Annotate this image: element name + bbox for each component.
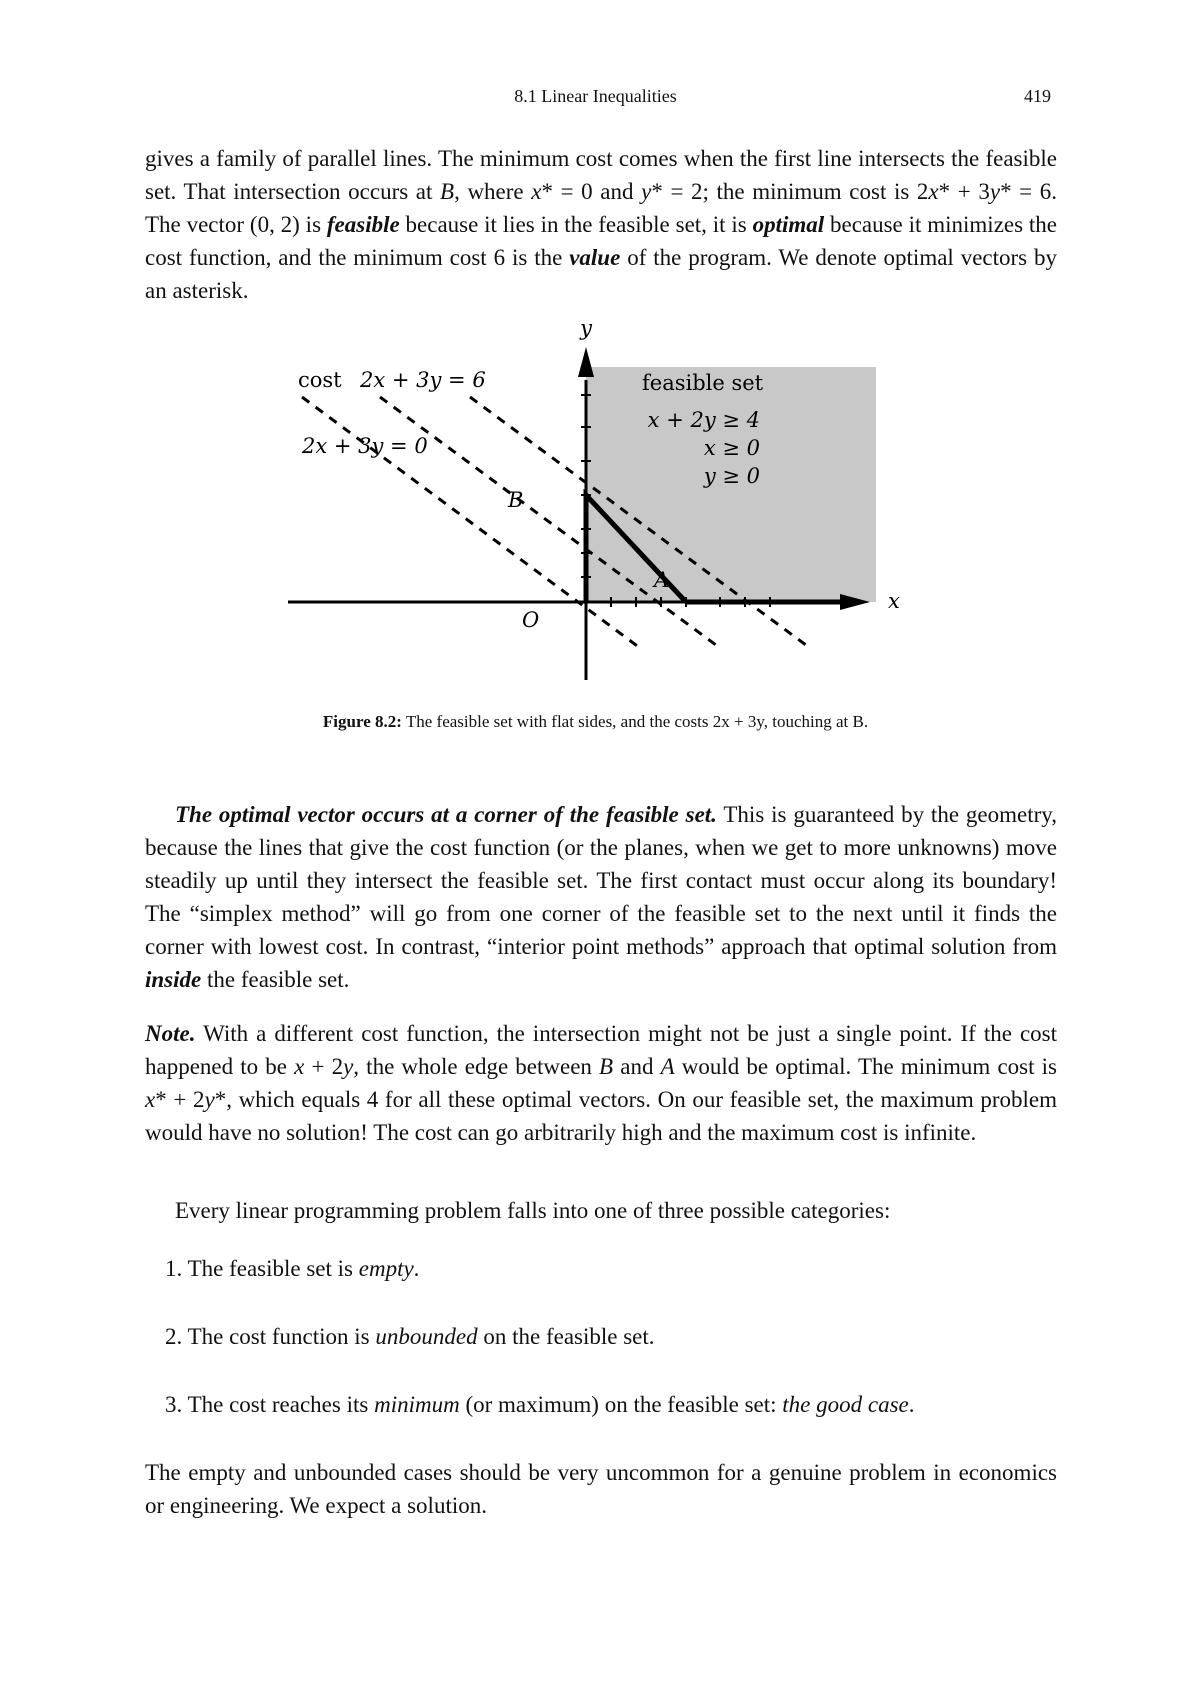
page-number: 419 <box>1024 86 1051 106</box>
paragraph-4: Every linear programming problem falls into one of three possible categories: <box>175 1198 891 1223</box>
constraint-3: y ≥ 0 <box>703 464 760 488</box>
cost-label: cost <box>298 368 342 392</box>
feasible-set-label: feasible set <box>642 371 764 395</box>
figure-svg <box>290 316 910 685</box>
list-item-3: 3. The cost reaches its minimum (or maximum) on the feasible set: the good case. <box>165 1392 915 1417</box>
origin-label: O <box>522 608 540 632</box>
constraint-2: x ≥ 0 <box>703 436 760 460</box>
paragraph-1: gives a family of parallel lines. The minimum cost comes when the first line intersects the feasible set. That intersection occurs at B, where x* = 0 and y* = 2; the minimum cost is 2x* + 3y* = 6. The vector (0, 2) is feasible because it lies in the feasible set, it is optimal because it minimizes the cost function, and the minimum cost 6 is the value of the program. We denote optimal vectors by an asterisk. <box>145 146 1058 303</box>
caption-text: The feasible set with flat sides, and the costs 2x + 3y, touching at B. <box>401 712 869 731</box>
point-b-label: B <box>508 488 524 512</box>
x-axis-label: x <box>888 589 900 613</box>
cost-line-6-label: 2x + 3y = 6 <box>360 368 486 392</box>
list-item-1: 1. The feasible set is empty. <box>165 1256 420 1281</box>
figure-feasible-set <box>290 316 910 685</box>
running-header: 8.1 Linear Inequalities <box>514 86 677 106</box>
y-axis-arrow <box>578 347 594 377</box>
y-axis-label: y <box>580 316 592 340</box>
list-item-2: 2. The cost function is unbounded on the feasible set. <box>165 1324 655 1349</box>
figure-caption <box>0 712 1191 732</box>
paragraph-3: Note. With a different cost function, the intersection might not be just a single point. If the cost happened to be x + 2y, the whole edge between B and A would be optimal. The minimum cost is x* + 2y*, which equals 4 for all these optimal vectors. On our feasible set, the maximum problem would have no solution! The cost can go arbitrarily high and the maximum cost is infinite. <box>145 1021 1057 1145</box>
point-a-label: A <box>654 568 670 592</box>
caption-label: Figure 8.2: <box>322 712 402 731</box>
paragraph-5: The empty and unbounded cases should be very uncommon for a genuine problem in economics or engineering. We expect a solution. <box>145 1460 1057 1518</box>
constraint-1: x + 2y ≥ 4 <box>647 408 760 432</box>
cost-line-0-label: 2x + 3y = 0 <box>302 434 428 458</box>
paragraph-2: The optimal vector occurs at a corner of the feasible set. This is guaranteed by the geometry, because the lines that give the cost function (or the planes, when we get to more unknowns) move steadily up until they intersect the feasible set. The first contact must occur along its boundary! The “simplex method” will go from one corner of the feasible set to the next until it finds the corner with lowest cost. In contrast, “interior point methods” approach that optimal solution from inside the feasible set. <box>145 802 1057 992</box>
